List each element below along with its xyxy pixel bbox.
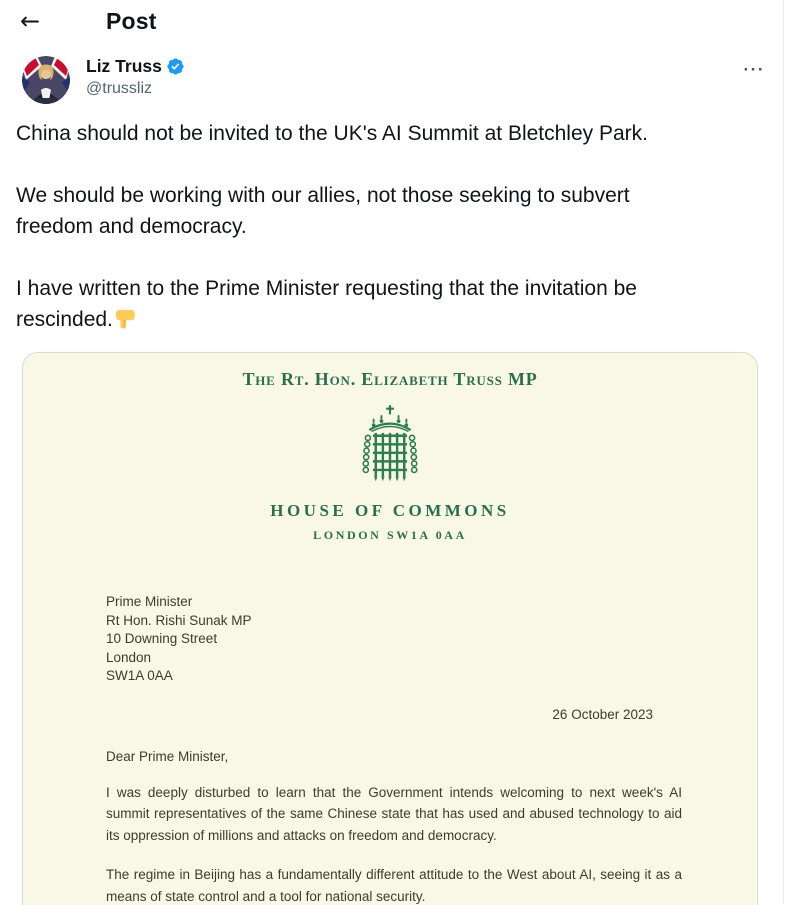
tweet-paragraph: We should be working with our allies, not those seeking to subvert freedom and democracy. — [16, 184, 630, 238]
house-of-commons-title: HOUSE OF COMMONS — [270, 501, 510, 520]
letter-date: 26 October 2023 — [552, 706, 653, 722]
top-bar — [0, 0, 783, 46]
recipient-line: SW1A 0AA — [106, 668, 173, 684]
letterhead-name: The Rt. Hon. Elizabeth Truss MP — [242, 369, 538, 389]
pointing-down-emoji-icon — [114, 308, 136, 330]
recipient-line: Prime Minister — [106, 594, 193, 609]
recipient-line: London — [106, 649, 152, 665]
letter-body — [23, 782, 757, 905]
letter-paragraph: I was deeply disturbed to learn that the Government intends welcoming to next week's AI summit representatives of the same Chinese state that has used and abused technology to aid its oppression of millions and attacks on freedom and democracy. — [106, 784, 682, 843]
recipient-line: 10 Downing Street — [106, 631, 218, 647]
more-icon: ··· — [743, 60, 765, 79]
recipient-address-block — [106, 593, 757, 686]
avatar-image — [22, 56, 70, 104]
emblem-wrap — [23, 403, 757, 492]
house-of-commons-address: LONDON SW1A 0AA — [313, 528, 467, 542]
back-button[interactable] — [20, 4, 54, 38]
letter-paragraph: The regime in Beijing has a fundamentally different attitude to the West about AI, seeing it as a means of state control and a tool for national security. — [106, 867, 682, 904]
author-info — [86, 56, 185, 98]
recipient-line: Rt Hon. Rishi Sunak MP — [106, 612, 252, 628]
tweet-text — [0, 104, 716, 335]
tweet-paragraph-text: I have written to the Prime Minister requesting that the invitation be rescinded. — [16, 277, 637, 331]
letter-salutation: Dear Prime Minister, — [106, 748, 229, 764]
more-options-button[interactable] — [742, 56, 767, 84]
back-arrow-icon: ← — [20, 7, 41, 35]
tweet-paragraph — [16, 273, 700, 335]
attached-letter-image[interactable] — [22, 352, 758, 905]
author-name-link[interactable] — [86, 56, 185, 77]
avatar[interactable] — [22, 56, 70, 104]
page-title: Post — [106, 7, 157, 34]
portcullis-emblem-icon — [354, 403, 426, 487]
tweet-paragraph: China should not be invited to the UK's AI Summit at Bletchley Park. — [16, 122, 648, 145]
verified-badge-icon — [166, 57, 185, 76]
author-row — [0, 46, 783, 104]
author-name: Liz Truss — [86, 56, 162, 76]
author-handle[interactable]: @trussliz — [86, 80, 153, 97]
